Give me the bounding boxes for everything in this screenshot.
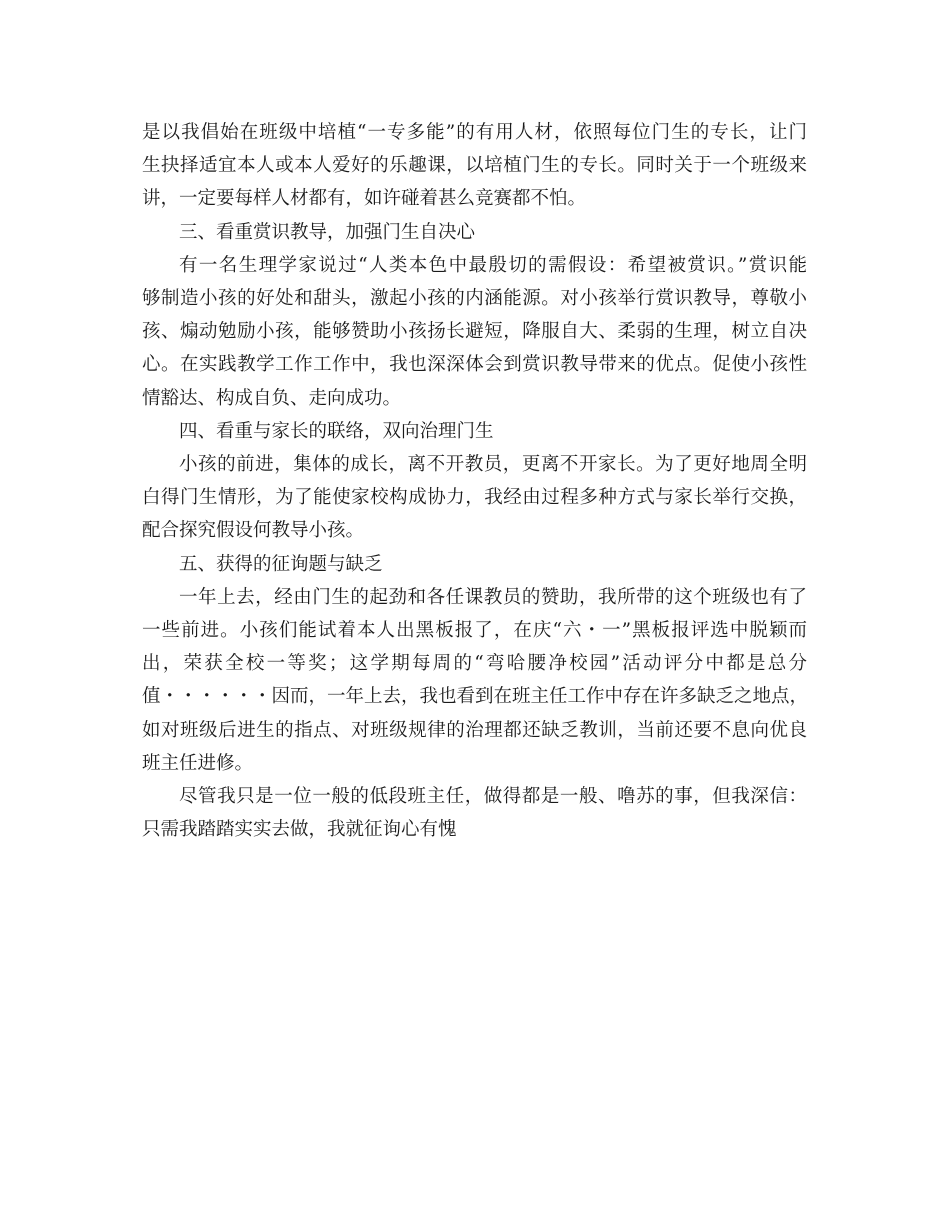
text-line: 尽管我只是一位一般的低段班主任，做得都是一般、噜苏的事，但我深信： [179, 786, 807, 808]
text-line: 白得门生情形，为了能使家校构成协力，我经由过程多种方式与家长举行交换， [142, 487, 807, 509]
text-line: 只需我踏踏实实去做，我就征询心有愧 [142, 819, 457, 841]
text-line: 够制造小孩的好处和甜头，激起小孩的内涵能源。对小孩举行赏识教导，尊敬小 [142, 288, 807, 310]
section-heading: 五、获得的征询题与缺乏 [179, 553, 383, 575]
text-line: 一年上去，经由门生的起劲和各任课教员的赞助，我所带的这个班级也有了 [179, 586, 807, 608]
text-line: 班主任进修。 [142, 752, 254, 774]
text-line: 配合探究假设何教导小孩。 [142, 520, 365, 542]
text-line: 一些前进。小孩们能试着本人出黑板报了，在庆“六・一”黑板报评选中脱颖而 [142, 620, 807, 642]
text-line: 小孩的前进，集体的成长，离不开教员，更离不开家长。为了更好地周全明 [179, 454, 807, 476]
text-line: 出，荣获全校一等奖；这学期每周的“弯哈腰净校园”活动评分中都是总分 [142, 653, 807, 675]
section-heading: 三、看重赏识教导，加强门生自决心 [179, 221, 476, 243]
text-line: 情豁达、构成自负、走向成功。 [142, 387, 402, 409]
document-body [142, 116, 807, 846]
text-line: 值・・・・・・因而，一年上去，我也看到在班主任工作中存在许多缺乏之地点， [142, 686, 809, 708]
text-line: 有一名生理学家说过“人类本色中最殷切的需假设：希望被赏识。”赏识能 [179, 254, 807, 276]
text-line: 生抉择适宜本人或本人爱好的乐趣课，以培植门生的专长。同时关于一个班级来 [142, 155, 807, 177]
text-line: 讲，一定要每样人材都有，如许碰着甚么竞赛都不怕。 [142, 188, 587, 210]
text-line: 如对班级后进生的指点、对班级规律的治理都还缺乏教训，当前还要不息向优良 [142, 719, 807, 741]
text-line: 孩、煽动勉励小孩，能够赞助小孩扬长避短，降服自大、柔弱的生理，树立自决 [142, 321, 807, 343]
text-line: 心。在实践教学工作工作中，我也深深体会到赏识教导带来的优点。促使小孩性 [142, 354, 807, 376]
section-heading: 四、看重与家长的联络，双向治理门生 [179, 420, 494, 442]
text-line: 是以我倡始在班级中培植“一专多能”的有用人材，依照每位门生的专长，让门 [142, 122, 807, 143]
